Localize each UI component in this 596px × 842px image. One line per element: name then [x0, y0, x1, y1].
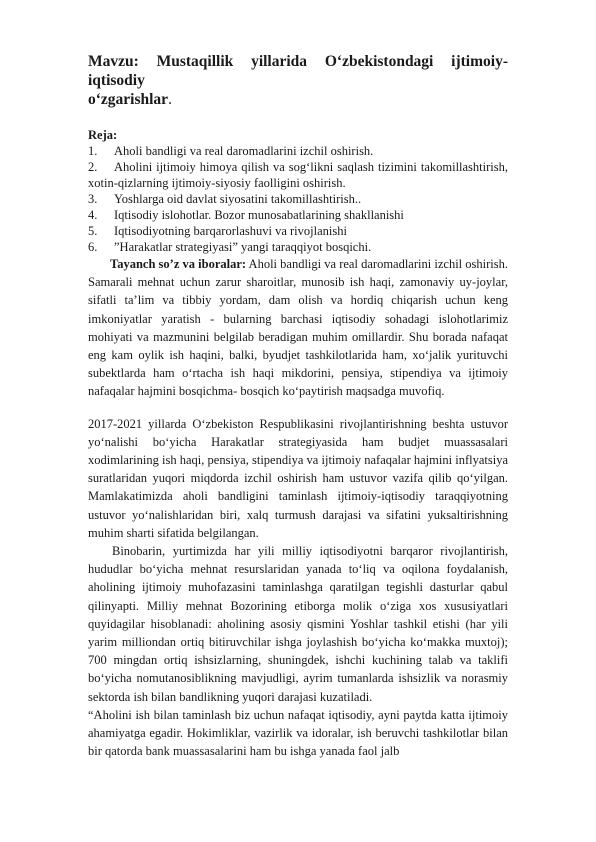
plan-item-text: Iqtisodiy islohotlar. Bozor munosabatlarining shakllanishi — [114, 208, 404, 222]
title-line-2: o‘zgarishlar — [88, 91, 169, 108]
plan-item-number: 6. — [88, 240, 98, 254]
plan-item-number: 5. — [88, 224, 98, 238]
plan-item — [88, 207, 508, 223]
document-title — [88, 52, 508, 109]
plan-item — [88, 191, 508, 207]
plan-item-text: ”Harakatlar strategiyasi” yangi taraqqiyot bosqichi. — [114, 240, 372, 254]
plan-item-text: Aholini ijtimoiy himoya qilish va sog‘likni saqlash tizimini takomillashtirish, xotin-qizlarning ijtimoiy-siyosiy faolligini oshirish. — [88, 160, 508, 190]
plan-item-number: 2. — [88, 160, 98, 174]
plan-item-number: 4. — [88, 208, 98, 222]
plan-item — [88, 143, 508, 159]
plan-item-number: 1. — [88, 144, 98, 158]
paragraph-spacer — [88, 401, 508, 415]
keywords-text: Aholi bandligi va real daromadlarini izchil oshirish. Samarali mehnat uchun zarur sharoitlar, munosib ish haqi, zamonaviy uy-joylar, sifatli ta’lim va tibbiy yordam, dam olish va hordiq chiqarish uchun keng imkoniyatlar yaratish - bularning barchasi iqtisodiy sohadagi islohotlarimiz mohiyati va mazmunini belgilab beradigan muhim omillardir. Shu borada nafaqat eng kam oylik ish haqini, balki, byudjet tashkilotlarida ham, xo‘jalik yurituvchi subektlarda ham o‘rtacha ish haqi mikdorini, pensiya, stipendiya va ijtimoiy nafaqalar hajmini bosqichma- bosqich ko‘paytirish maqsadga muvofiq. — [88, 257, 508, 399]
title-period: . — [168, 91, 172, 108]
plan-item-number: 3. — [88, 192, 98, 206]
body-paragraph: “Aholini ish bilan taminlash biz uchun nafaqat iqtisodiy, ayni paytda katta ijtimoiy ahamiyatga egadir. Hokimliklar, vazirlik va idoralar, ish beruvchi tashkilotlar bilan bir qatorda bank muassasalarini ham bu ishga yanada faol jalb — [88, 707, 508, 759]
body-paragraph: Binobarin, yurtimizda har yili milliy iqtisodiyotni barqaror rivojlantirish, hududlar bo‘yicha mehnat resurslaridan yanada to‘liq va oqilona foydalanish, aholining ijtimoiy muhofazasini taminlashga qaratilgan tegishli dasturlar qabul qilinyapti. Milliy mehnat Bozorining etiborga molik o‘ziga xos xususiyatlari quyidagilar hisoblanadi: aholining asosiy qismini Yoshlar tashkil etishi (har yili yarim milliondan ortiq bitiruvchilar ishga joylashish bo‘yicha ko‘makka muxtoj); 700 mingdan ortiq ishsizlarning, shuningdek, ishchi kuchining talab va taklifi bo‘yicha nomutanosiblikning mavjudligi, ayrim tumanlarda ishsizlik va norasmiy sektorda ish bilan bandlikning yuqori darajasi kuzatiladi. — [88, 544, 508, 704]
plan-list — [88, 143, 508, 255]
document-page — [88, 52, 508, 760]
plan-heading: Reja: — [88, 128, 118, 142]
keywords-label: Tayanch so’z va iboralar: — [110, 257, 247, 271]
body-paragraph: 2017-2021 yillarda O‘zbekiston Respublikasini rivojlantirishning beshta ustuvor yo‘nalishi bo‘yicha Harakatlar strategiyasida ham budjet muassasalari xodimlarining ish haqi, pensiya, stipendiya va ijtimoiy nafaqalar hajmini inflyatsiya suratlaridan yuqori miqdorda izchil oshirish ham ustuvor vazifa qilib qo‘yilgan. Mamlakatimizda aholi bandligini taminlash ijtimoiy-iqtisodiy taraqqiyotning ustuvor yo‘nalishlaridan biri, xalq turmush darajasi va sifatini yuksaltirishning muhim sharti sifatida belgilangan. — [88, 416, 508, 540]
plan-item-text: Aholi bandligi va real daromadlarini izchil oshirish. — [114, 144, 374, 158]
plan-item — [88, 239, 508, 255]
plan-item-text: Iqtisodiyotning barqarorlashuvi va rivojlanishi — [114, 224, 347, 238]
keywords-paragraph — [88, 255, 508, 401]
plan-item — [88, 159, 508, 191]
plan-item — [88, 223, 508, 239]
plan-item-text: Yoshlarga oid davlat siyosatini takomillashtirish.. — [114, 192, 362, 206]
title-line-1: Mavzu: Mustaqillik yillarida O‘zbekistondagi ijtimoiy-iqtisodiy — [88, 53, 508, 89]
